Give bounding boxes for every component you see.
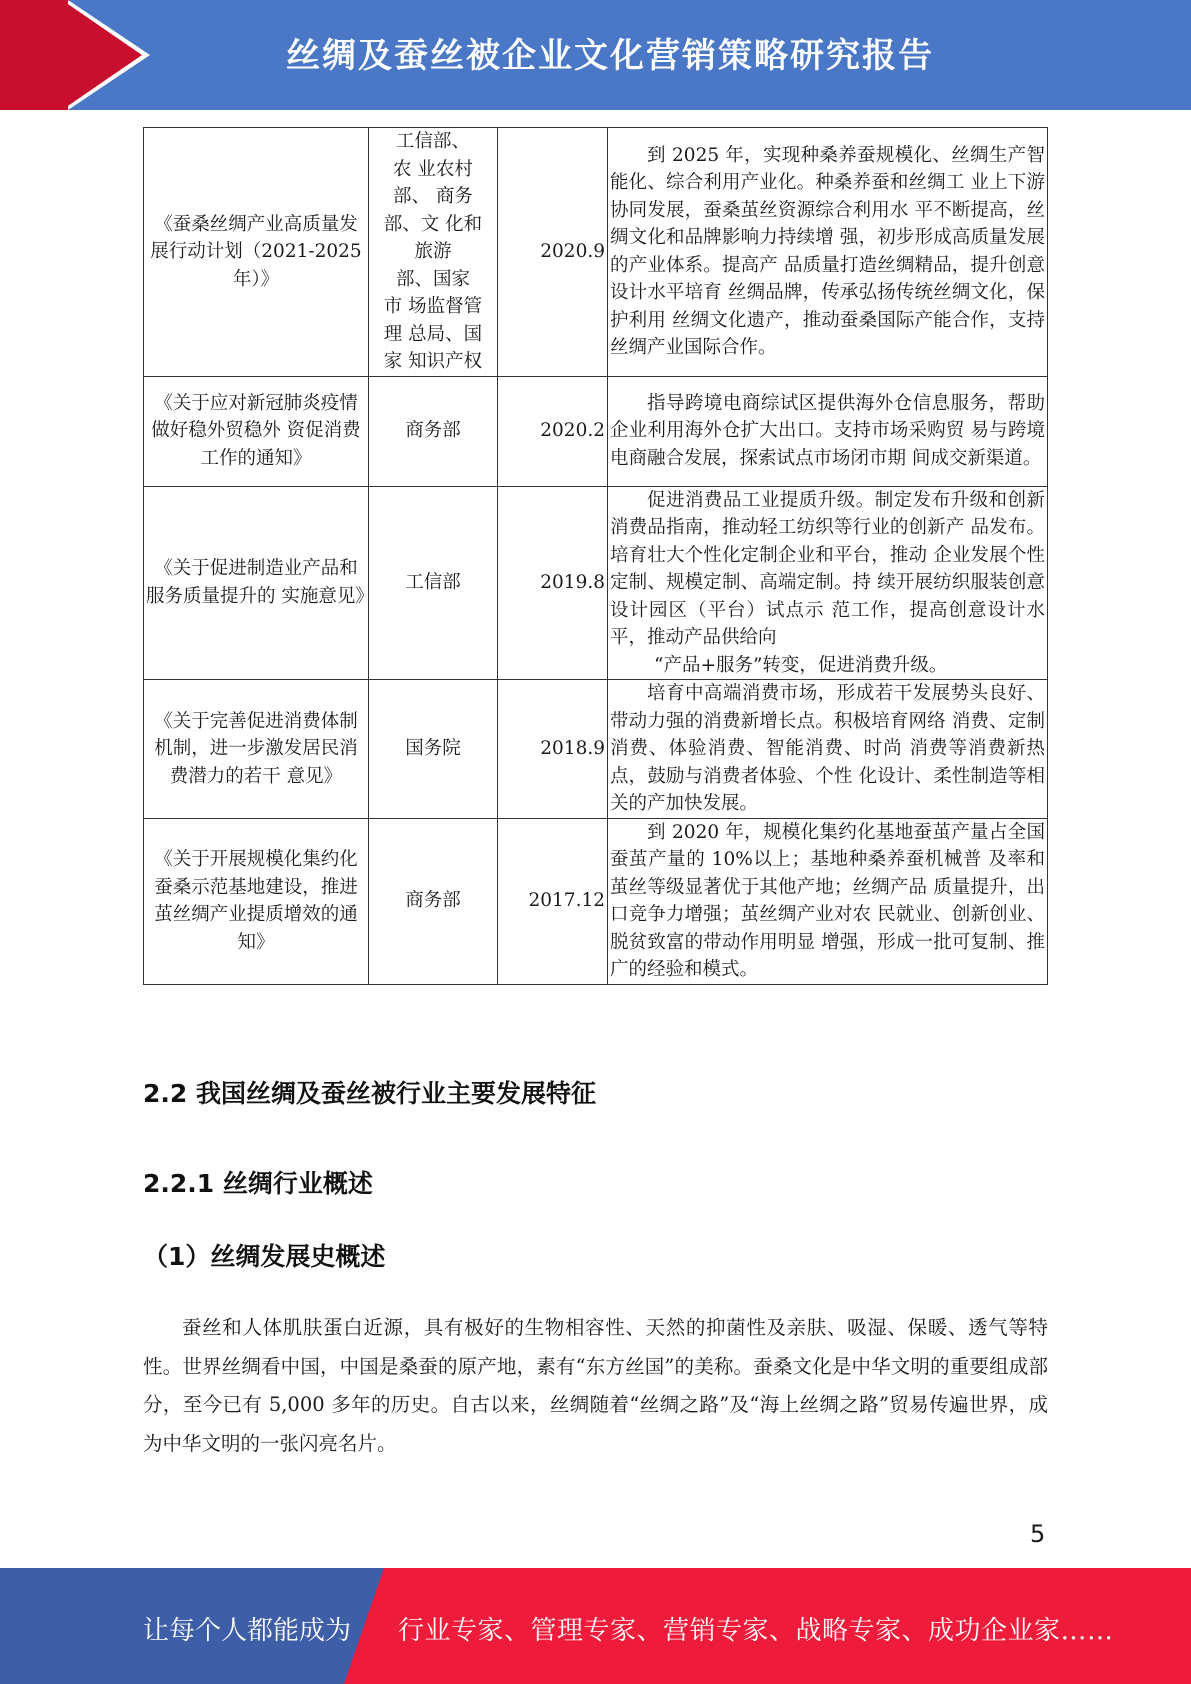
policy-name: 《关于开展规模化集约化蚕桑示范基地建设，推进茧丝绸产业提质增效的通知》 bbox=[144, 818, 369, 984]
goal-text: 培育中高端消费市场，形成若干发展势头良好、带动力强的消费新增长点。积极培育网络 消费、定制消费、体验消费、智能消费、时尚 消费等消费新热点，鼓励与消费者体验、个性 化设计、柔性制造等相关的产加快发展。 bbox=[610, 683, 1045, 814]
policy-name: 《关于应对新冠肺炎疫情做好稳外贸稳外 资促消费工作的通知》 bbox=[144, 376, 369, 486]
goal-text: 指导跨境电商综试区提供海外仓信息服务，帮助企业利用海外仓扩大出口。支持市场采购贸 易与跨境电商融合发展，探索试点市场闭市期 间成交新渠道。 bbox=[610, 392, 1045, 469]
policy-date: 2018.9 bbox=[498, 680, 608, 819]
goal-text-tail: “产品+服务”转变，促进消费升级。 bbox=[654, 654, 948, 676]
policy-dept bbox=[369, 128, 498, 377]
policy-goal bbox=[608, 128, 1048, 377]
policy-dept: 商务部 bbox=[369, 376, 498, 486]
dept-line: 部、国家 bbox=[395, 268, 470, 290]
goal-text: 促进消费品工业提质升级。制定发布升级和创新消费品指南，推动轻工纺织等行业的创新产 品发布。培育壮大个性化定制企业和平台，推动 企业发展个性定制、规模定制、高端定制。持 续开展纺织服装创意设计园区（平台）试点示 范工作，提高创意设计水平，推动产品供给向 bbox=[610, 489, 1045, 648]
table-row bbox=[144, 128, 1048, 377]
dept-line: 旅游 bbox=[414, 241, 452, 262]
policy-table bbox=[143, 127, 1048, 985]
dept-line: 工信部、 bbox=[395, 131, 470, 152]
policy-date: 2020.9 bbox=[498, 128, 608, 377]
policy-goal bbox=[608, 680, 1048, 819]
policy-goal bbox=[608, 376, 1048, 486]
policy-date: 2020.2 bbox=[498, 376, 608, 486]
dept-line: 部、文 化和 bbox=[383, 213, 483, 235]
policy-dept: 商务部 bbox=[369, 818, 498, 984]
dept-line: 农 业农村 bbox=[393, 158, 473, 180]
goal-text: 到 2020 年，规模化集约化基地蚕茧产量占全国蚕茧产量的 10%以上；基地种桑养蚕机械普 及率和茧丝等级显著优于其他产地；丝绸产品 质量提升，出口竞争力增强；茧丝绸产业对农 民就业、创新创业、脱贫致富的带动作用明显 增强，形成一批可复制、推广的经验和模式。 bbox=[610, 821, 1045, 980]
report-title: 丝绸及蚕丝被企业文化营销策略研究报告 bbox=[286, 36, 934, 76]
goal-text: 到 2025 年，实现种桑养蚕规模化、丝绸生产智能化、综合利用产业化。种桑养蚕和丝绸工 业上下游协同发展，蚕桑茧丝资源综合利用水 平不断提高，丝绸文化和品牌影响力持续增 强，初步形成高质量发展的产业体系。提高产 品质量打造丝绸精品，提升创意设计水平培育 丝绸品牌，传承弘扬传统丝绸文化，保护利用 丝绸文化遗产，推动蚕桑国际产能合作，支持 丝绸产业国际合作。 bbox=[610, 144, 1045, 359]
policy-name: 《蚕桑丝绸产业高质量发展行动计划（2021-2025 年）》 bbox=[144, 128, 369, 377]
table-row bbox=[144, 486, 1048, 680]
policy-date: 2017.12 bbox=[498, 818, 608, 984]
policy-date: 2019.8 bbox=[498, 486, 608, 680]
policy-dept: 国务院 bbox=[369, 680, 498, 819]
footer-slogan-right: 行业专家、管理专家、营销专家、战略专家、成功企业家…… bbox=[398, 1616, 1114, 1646]
table-row bbox=[144, 818, 1048, 984]
policy-name: 《关于促进制造业产品和服务质量提升的 实施意见》 bbox=[144, 486, 369, 680]
subsection-heading: （1）丝绸发展史概述 bbox=[143, 1242, 386, 1271]
dept-line: 市 场监督管 bbox=[383, 296, 483, 317]
page-number: 5 bbox=[1030, 1520, 1046, 1548]
section-heading-2-2: 2.2 我国丝绸及蚕丝被行业主要发展特征 bbox=[143, 1079, 596, 1108]
policy-name: 《关于完善促进消费体制机制，进一步激发居民消费潜力的若干 意见》 bbox=[144, 680, 369, 819]
footer-slogan-left: 让每个人都能成为 bbox=[143, 1616, 352, 1646]
policy-dept: 工信部 bbox=[369, 486, 498, 680]
policy-goal bbox=[608, 818, 1048, 984]
dept-line: 理 总局、国 bbox=[383, 323, 483, 345]
dept-line: 家 知识产权 bbox=[383, 351, 483, 372]
table-row bbox=[144, 376, 1048, 486]
body-paragraph: 蚕丝和人体肌肤蛋白近源，具有极好的生物相容性、天然的抑菌性及亲肤、吸湿、保暖、透气等特性。世界丝绸看中国，中国是桑蚕的原产地，素有“东方丝国”的美称。蚕桑文化是中华文明的重要组成部分，至今已有 5,000 多年的历史。自古以来，丝绸随着“丝绸之路”及“海上丝绸之路”贸易传遍世界，成为中华文明的一张闪亮名片。 bbox=[143, 1316, 1048, 1455]
header-red-chevron bbox=[62, 0, 142, 110]
section-heading-2-2-1: 2.2.1 丝绸行业概述 bbox=[143, 1169, 373, 1198]
header-red-block bbox=[0, 0, 70, 110]
table-row bbox=[144, 680, 1048, 819]
policy-goal bbox=[608, 486, 1048, 680]
dept-line: 部、 商务 bbox=[393, 186, 473, 207]
